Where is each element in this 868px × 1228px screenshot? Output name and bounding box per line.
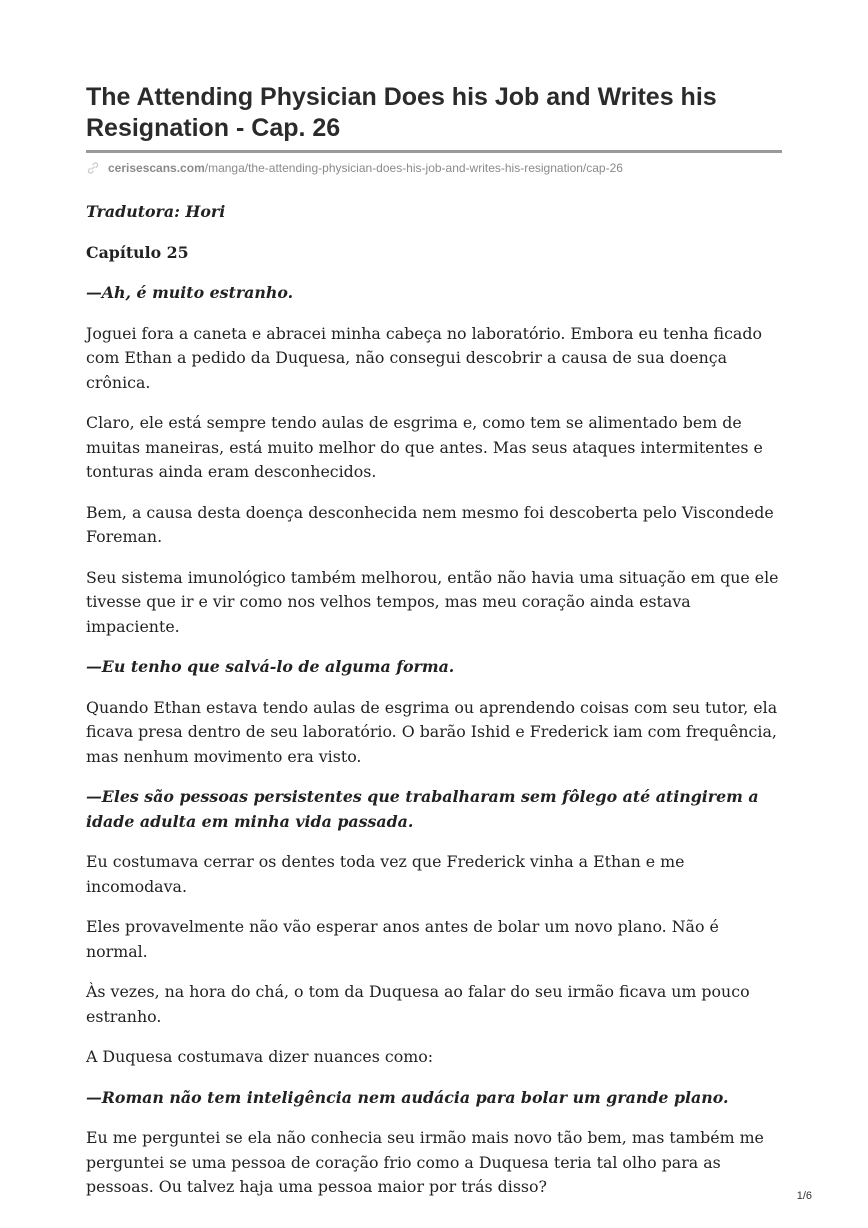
- paragraph: —Roman não tem inteligência nem audácia para bolar um grande plano.: [86, 1087, 729, 1107]
- paragraph: Eles provavelmente não vão esperar anos antes de bolar um novo plano. Não é normal.: [86, 917, 719, 961]
- paragraph: Eu me perguntei se ela não conhecia seu irmão mais novo tão bem, mas também me perguntei se uma pessoa de coração frio como a Duquesa teria tal olho para as pessoas. Ou talvez haja uma pessoa maior por trás disso?: [86, 1128, 764, 1196]
- paragraph: —Ah, é muito estranho.: [86, 283, 294, 302]
- paragraph: Joguei fora a caneta e abracei minha cabeça no laboratório. Embora eu tenha ficado com Ethan a pedido da Duquesa, não consegui descobrir a causa de sua doença crônica.: [86, 323, 762, 392]
- source-url[interactable]: [86, 160, 782, 176]
- article-body: [86, 200, 782, 1216]
- link-icon: [86, 161, 100, 175]
- source-domain: cerisescans.com: [108, 161, 205, 175]
- paragraph: Seu sistema imunológico também melhorou, então não havia uma situação em que ele tivesse que ir e vir como nos velhos tempos, mas meu coração ainda estava impaciente.: [86, 567, 779, 636]
- source-path: /manga/the-attending-physician-does-his-job-and-writes-his-resignation/cap-26: [204, 161, 623, 175]
- chapter-heading: Capítulo 25: [86, 242, 189, 262]
- paragraph: Claro, ele está sempre tendo aulas de esgrima e, como tem se alimentado bem de muitas maneiras, está muito melhor do que antes. Mas seus ataques intermitentes e tonturas ainda eram desconhecidos.: [86, 413, 763, 481]
- paragraph: A Duquesa costumava dizer nuances como:: [86, 1047, 434, 1066]
- page-number: 1/6: [796, 1190, 812, 1202]
- document-title: The Attending Physician Does his Job and Writes his Resignation - Cap. 26: [86, 83, 717, 142]
- paragraph: Eu costumava cerrar os dentes toda vez que Frederick vinha a Ethan e me incomodava.: [86, 852, 685, 896]
- translator-credit: Tradutora: Hori: [86, 202, 226, 221]
- paragraph: Bem, a causa desta doença desconhecida nem mesmo foi descoberta pelo Viscondede Foreman.: [86, 502, 774, 546]
- paragraph: Quando Ethan estava tendo aulas de esgrima ou aprendendo coisas com seu tutor, ela ficava presa dentro de seu laboratório. O barão Ishid e Frederick iam com frequência, mas nenhum movimento era visto.: [86, 697, 778, 766]
- paragraph: —Eu tenho que salvá-lo de alguma forma.: [86, 657, 455, 676]
- paragraph: —Eles são pessoas persistentes que trabalharam sem fôlego até atingirem a idade adulta em minha vida passada.: [86, 787, 759, 831]
- title-divider: [86, 150, 782, 153]
- paragraph: Às vezes, na hora do chá, o tom da Duquesa ao falar do seu irmão ficava um pouco estranho.: [86, 982, 750, 1026]
